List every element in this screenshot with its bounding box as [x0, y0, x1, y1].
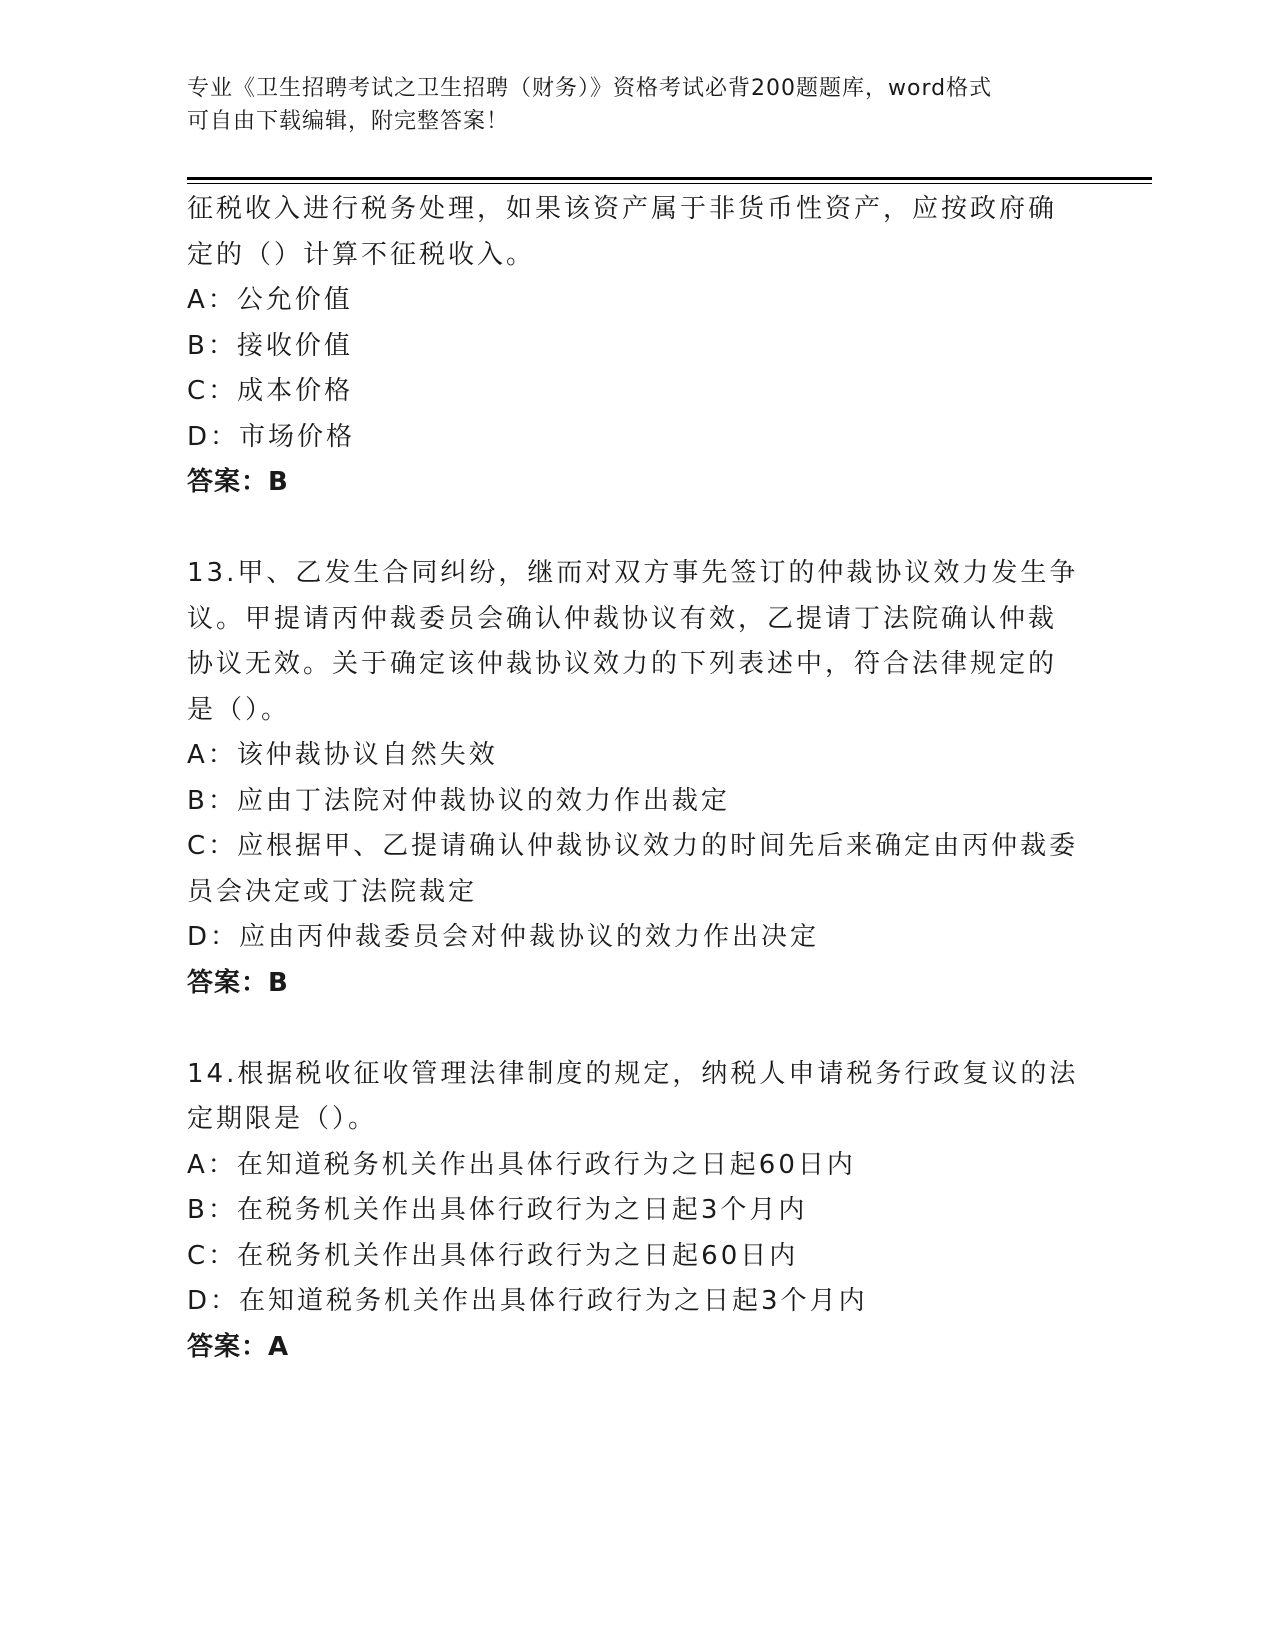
question-stem-line: 定期限是（）。 — [187, 1104, 378, 1134]
option-d: D：在知道税务机关作出具体行政行为之日起3个月内 — [187, 1286, 868, 1316]
question-stem-line: 征税收入进行税务处理，如果该资产属于非货币性资产，应按政府确 — [187, 194, 1058, 224]
question-stem-line: 是（）。 — [187, 694, 291, 725]
option-b: B：接收价值 — [187, 330, 353, 361]
option-b: B：在税务机关作出具体行政行为之日起3个月内 — [187, 1195, 808, 1225]
option-a: A：公允价值 — [187, 285, 353, 315]
question-12 — [187, 187, 1087, 506]
header-line-2: 可自由下载编辑，附完整答案！ — [187, 109, 510, 134]
option-d: D：应由丙仲裁委员会对仲裁协议的效力作出决定 — [187, 922, 820, 952]
header-rule-thick — [187, 177, 1152, 180]
document-body — [187, 187, 1087, 1370]
question-stem-line: 14.根据税收征收管理法律制度的规定，纳税人申请税务行政复议的法 — [187, 1058, 1079, 1089]
question-stem-line: 定的（）计算不征税收入。 — [187, 239, 536, 270]
question-stem-line: 13.甲、乙发生合同纠纷，继而对双方事先签订的仲裁协议效力发生争 — [187, 558, 1079, 588]
header-rule-thin — [187, 183, 1152, 184]
option-c: C：成本价格 — [187, 376, 354, 406]
question-14 — [187, 1052, 1087, 1371]
answer-line: 答案：A — [187, 1331, 290, 1362]
spacer — [187, 506, 1087, 552]
page-header — [187, 72, 1087, 138]
option-a: A：该仲裁协议自然失效 — [187, 740, 498, 770]
answer-line: 答案：B — [187, 967, 289, 998]
question-13 — [187, 551, 1087, 1006]
answer-line: 答案：B — [187, 467, 289, 497]
spacer — [187, 1006, 1087, 1052]
option-b: B：应由丁法院对仲裁协议的效力作出裁定 — [187, 785, 730, 816]
option-d: D：市场价格 — [187, 421, 356, 452]
option-c: C：在税务机关作出具体行政行为之日起60日内 — [187, 1240, 799, 1271]
question-stem-line: 议。甲提请丙仲裁委员会确认仲裁协议有效，乙提请丁法院确认仲裁 — [187, 603, 1058, 634]
option-c-continued: 员会决定或丁法院裁定 — [187, 876, 478, 907]
option-c: C：应根据甲、乙提请确认仲裁协议效力的时间先后来确定由丙仲裁委 — [187, 831, 1079, 861]
header-line-1: 专业《卫生招聘考试之卫生招聘（财务）》资格考试必背200题题库，word格式 — [187, 76, 993, 101]
option-a: A：在知道税务机关作出具体行政行为之日起60日内 — [187, 1149, 856, 1180]
question-stem-line: 协议无效。关于确定该仲裁协议效力的下列表述中，符合法律规定的 — [187, 649, 1058, 679]
